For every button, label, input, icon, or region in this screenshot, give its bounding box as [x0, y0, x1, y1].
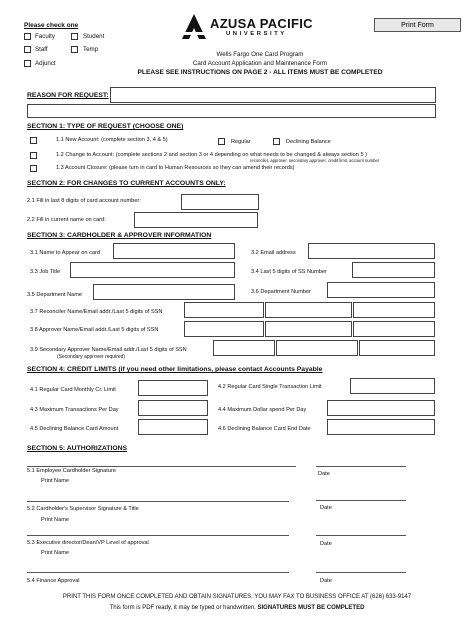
student-label: Student — [83, 33, 105, 40]
reconciler-label: 3.7 Reconciler Name/Email addr./Last 5 digits of SSN — [30, 309, 163, 315]
single-transaction-input[interactable] — [350, 378, 435, 394]
declining-end-date-input[interactable] — [327, 419, 435, 435]
ssn-last5-label: 3.4 Last 5 digits of SS Number — [251, 269, 327, 275]
faculty-checkbox[interactable] — [24, 33, 31, 40]
new-account-label: 1.1 New Account: (complete section 3, 4 & 5) — [56, 137, 168, 143]
job-title-label: 3.3 Job Title — [30, 269, 61, 275]
reconciler-ssn-input[interactable] — [353, 302, 435, 318]
change-account-label: 1.2 Change to Account: (complete sections 2 and section 3 or 4 depending on what needs to be changed & always section 5 ) — [56, 152, 367, 158]
s53-print-name-label: Print Name — [41, 550, 69, 556]
s51-signature-line[interactable] — [27, 466, 296, 467]
declining-balance-checkbox[interactable] — [273, 138, 280, 145]
form-title: Card Account Application and Maintenance Form — [192, 60, 328, 67]
footer-pdf-note: This form is PDF ready, it may be typed or handwritten. — [109, 605, 256, 611]
card-last8-input[interactable] — [181, 194, 259, 210]
s51-print-name-line[interactable] — [27, 501, 289, 502]
approver-ssn-input[interactable] — [353, 321, 435, 337]
faculty-label: Faculty — [35, 33, 55, 40]
reason-input-2[interactable] — [27, 104, 436, 118]
name-on-card-label: 3.1 Name to Appear on card — [30, 250, 100, 256]
reason-label: REASON FOR REQUEST: — [27, 92, 109, 99]
declining-balance-label: Declining Balance — [286, 139, 331, 145]
adjunct-label: Adjunct — [35, 60, 56, 67]
s51-date-label: Date — [318, 471, 330, 477]
s51-label: 5.1 Employee Cardholder Signature — [27, 468, 116, 474]
footer-note — [0, 605, 474, 611]
print-form-button[interactable]: Print Form — [374, 18, 461, 32]
section2-heading: SECTION 2: FOR CHANGES TO CURRENT ACCOUNTS ONLY: — [27, 180, 226, 187]
secondary-approver-email-input[interactable] — [276, 340, 358, 356]
instructions-banner: PLEASE SEE INSTRUCTIONS ON PAGE 2 - ALL ITEMS MUST BE COMPLETED — [137, 69, 383, 76]
s52-label: 5.2 Cardholder's Supervisor Signature & Title — [27, 506, 139, 512]
s53-date-label: Date — [320, 541, 332, 547]
single-transaction-label: 4.2 Regular Card Single Transaction Limit — [218, 384, 322, 390]
section4-heading: SECTION 4: CREDIT LIMITS (if you need other limitations, please contact Accounts Payable — [27, 366, 323, 373]
new-account-checkbox[interactable] — [30, 137, 37, 144]
department-number-input[interactable] — [327, 282, 435, 298]
ssn-last5-input[interactable] — [352, 262, 435, 278]
max-transactions-label: 4.3 Maximum Transactions Per Day — [30, 407, 119, 413]
temp-checkbox[interactable] — [71, 46, 78, 53]
check-one-heading: Please check one — [24, 22, 79, 29]
declining-amount-label: 4.5 Declining Balance Card Amount — [30, 426, 119, 432]
logo-name: AZUSA PACIFIC — [210, 16, 313, 31]
section3-heading: SECTION 3: CARDHOLDER & APPROVER INFORMATION — [27, 232, 212, 239]
email-label: 3.2 Email address — [251, 250, 296, 256]
s54-date-line[interactable] — [316, 572, 406, 573]
email-input[interactable] — [308, 243, 435, 259]
change-account-note: reconciler, approver, secondary approver, credit limit, account number — [250, 158, 380, 163]
section5-heading: SECTION 5: AUTHORIZATIONS — [27, 445, 128, 452]
max-dollar-label: 4.4 Maximum Dollar spend Per Day — [218, 407, 307, 413]
logo-subtitle: U N I V E R S I T Y — [226, 31, 285, 37]
s54-date-label: Date — [320, 578, 332, 584]
secondary-approver-ssn-input[interactable] — [359, 340, 435, 356]
max-transactions-input[interactable] — [138, 400, 208, 416]
job-title-input[interactable] — [70, 262, 235, 278]
reason-input[interactable] — [110, 87, 436, 103]
regular-checkbox[interactable] — [218, 138, 225, 145]
approver-label: 3.8 Approver Name/Email addr./Last 5 digits of SSN — [30, 327, 159, 333]
department-number-label: 3.6 Department Number — [251, 289, 312, 295]
monthly-limit-input[interactable] — [138, 380, 208, 396]
reconciler-email-input[interactable] — [265, 302, 352, 318]
current-name-input[interactable] — [134, 212, 258, 228]
program-title: Wells Fargo One Card Program — [216, 51, 304, 58]
s53-date-line[interactable] — [316, 535, 406, 536]
monthly-limit-label: 4.1 Regular Card Monthly Cr. Limit — [30, 387, 116, 393]
s52-date-label: Date — [320, 505, 332, 511]
temp-label: Temp — [83, 46, 99, 53]
staff-checkbox[interactable] — [24, 46, 31, 53]
declining-end-date-label: 4.6 Declining Balance Card End Date — [218, 426, 311, 432]
regular-label: Regular — [231, 139, 251, 145]
footer-instructions: PRINT THIS FORM ONCE COMPLETED AND OBTAIN SIGNATURES. YOU MAY FAX TO BUSINESS OFFICE AT (626) 633-9147 — [62, 594, 412, 600]
name-on-card-input[interactable] — [113, 243, 235, 259]
azusa-pacific-logo-icon — [182, 14, 206, 39]
adjunct-checkbox[interactable] — [24, 60, 31, 67]
staff-label: Staff — [35, 46, 48, 53]
s51-print-name-label: Print Name — [41, 478, 69, 484]
s52-print-name-label: Print Name — [41, 517, 69, 523]
change-account-checkbox[interactable] — [30, 152, 37, 159]
s54-label: 5.4 Finance Approval — [27, 578, 80, 584]
max-dollar-input[interactable] — [327, 400, 435, 416]
secondary-approver-name-input[interactable] — [213, 340, 275, 356]
footer-signatures-note: SIGNATURES MUST BE COMPLETED — [257, 605, 365, 611]
account-closure-checkbox[interactable] — [30, 165, 37, 172]
secondary-approver-note: (Secondary approver required) — [57, 354, 126, 360]
s53-label: 5.3 Executive director/Dean/VP Level of approval — [27, 540, 149, 546]
approver-name-input[interactable] — [184, 321, 264, 337]
declining-amount-input[interactable] — [138, 419, 208, 435]
approver-email-input[interactable] — [265, 321, 352, 337]
s52-date-line[interactable] — [316, 500, 406, 501]
s51-date-line[interactable] — [316, 466, 406, 467]
department-name-label: 3.5 Department Name — [27, 292, 83, 298]
account-closure-label: 1.3 Account Closure: (please turn in card to Human Resources so they can amend their records) — [56, 165, 295, 171]
section1-heading: SECTION 1: TYPE OF REQUEST (CHOOSE ONE) — [27, 123, 184, 130]
secondary-approver-label: 3.9 Secondary Approver Name/Email addr./Last 5 digits of SSN — [30, 347, 187, 353]
s54-signature-line[interactable] — [27, 572, 289, 573]
reconciler-name-input[interactable] — [184, 302, 264, 318]
student-checkbox[interactable] — [71, 33, 78, 40]
s52-print-name-line[interactable] — [27, 535, 289, 536]
card-last8-label: 2.1 Fill in last 8 digits of card account number: — [27, 198, 141, 204]
current-name-label: 2.2 Fill in current name on card: — [27, 217, 106, 223]
department-name-input[interactable] — [93, 284, 235, 300]
